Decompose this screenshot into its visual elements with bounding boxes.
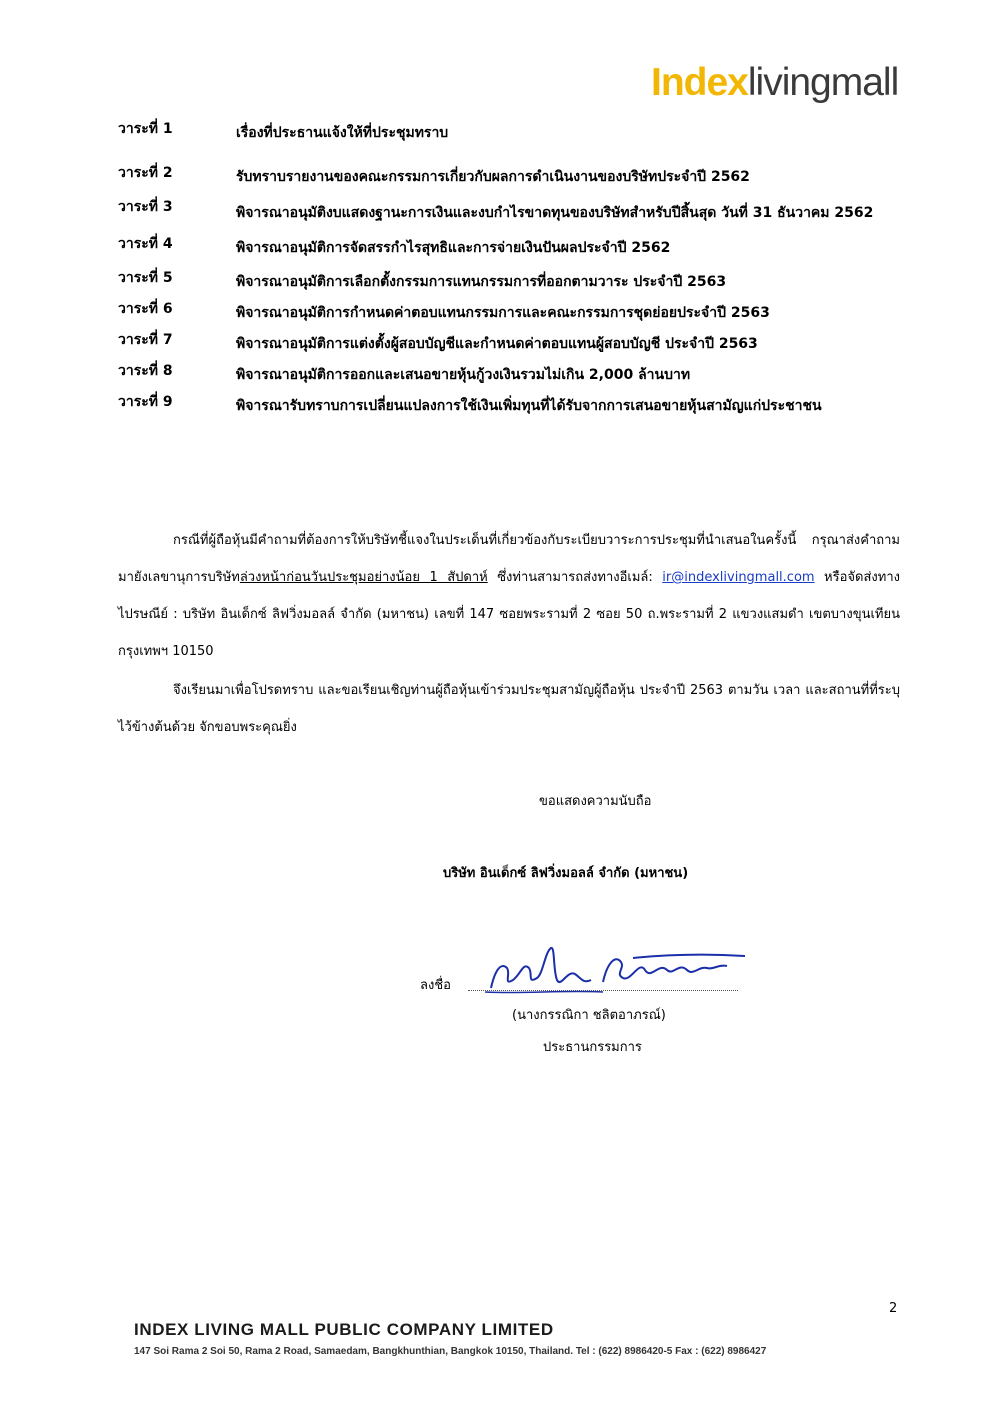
- agenda-number: วาระที่ 8: [118, 363, 173, 379]
- signature-image: [483, 940, 753, 1000]
- agenda-text: พิจารณาอนุมัติการออกและเสนอขายหุ้นกู้วงเงินรวมไม่เกิน 2,000 ล้านบาท: [236, 367, 691, 383]
- agenda-item-3: [118, 196, 908, 230]
- agenda-text: พิจารณาอนุมัติการเลือกตั้งกรรมการแทนกรรมการที่ออกตามวาระ ประจำปี 2563: [236, 274, 727, 290]
- question-text: กรณีที่ผู้ถือหุ้นมีคำถามที่ต้องการให้บริษัทชี้แจงในประเด็นที่เกี่ยวข้องกับระเบียบวาระการประชุมที่นำเสนอในครั้งนี้ กรุณาส่งคำถามมายังเลขานุการบริษัท: [118, 533, 900, 585]
- agenda-item-5: [118, 267, 908, 298]
- agenda-item-1: [118, 118, 908, 149]
- agenda-number: วาระที่ 6: [118, 301, 173, 317]
- invitation-text: จึงเรียนมาเพื่อโปรดทราบ และขอเรียนเชิญท่านผู้ถือหุ้นเข้าร่วมประชุมสามัญผู้ถือหุ้น ประจำปี 2563 ตามวัน เวลา และสถานที่ที่ระบุไว้ข้างต้นด้วย จักขอบพระคุณยิ่ง: [118, 683, 900, 735]
- agenda-item-4: [118, 233, 908, 264]
- email-intro: ซึ่งท่านสามารถส่งทางอีเมล์:: [487, 570, 663, 585]
- closing-text: ขอแสดงความนับถือ: [539, 794, 652, 809]
- email-link[interactable]: ir@indexlivingmall.com: [662, 570, 815, 585]
- agenda-text: พิจารณาอนุมัติการจัดสรรกำไรสุทธิและการจ่ายเงินปันผลประจำปี 2562: [236, 240, 671, 256]
- postal-address: หรือจัดส่งทางไปรษณีย์ : บริษัท อินเด็กซ์ ลิฟวิ่งมอลล์ จำกัด (มหาชน) เลขที่ 147 ซอยพระรามที่ 2 ซอย 50 ถ.พระรามที่ 2 แขวงแสมดำ เขตบางขุนเทียน กรุงเทพฯ 10150: [118, 570, 900, 659]
- signer-name: (นางกรรณิกา ชลิตอาภรณ์): [512, 1008, 666, 1023]
- agenda-item-7: [118, 329, 908, 360]
- agenda-text: รับทราบรายงานของคณะกรรมการเกี่ยวกับผลการดำเนินงานของบริษัทประจำปี 2562: [236, 169, 750, 185]
- company-logo: [651, 60, 921, 106]
- agenda-item-6: [118, 298, 908, 329]
- agenda-number: วาระที่ 3: [118, 199, 173, 215]
- footer-address: 147 Soi Rama 2 Soi 50, Rama 2 Road, Samaedam, Bangkhunthian, Bangkok 10150, Thailand. Tel : (622) 8986420-5 Fax : (622) 8986427: [134, 1346, 767, 1357]
- agenda-number: วาระที่ 4: [118, 236, 173, 252]
- agenda-number: วาระที่ 2: [118, 165, 173, 181]
- agenda-text: พิจารณาอนุมัติงบแสดงฐานะการเงินและงบกำไรขาดทุนของบริษัทสำหรับปีสิ้นสุด วันที่ 31 ธันวาคม 2562: [236, 205, 874, 221]
- agenda-list: [118, 118, 908, 422]
- page-number: 2: [889, 1301, 898, 1316]
- agenda-number: วาระที่ 7: [118, 332, 173, 348]
- agenda-text: พิจารณาอนุมัติการแต่งตั้งผู้สอบบัญชีและกำหนดค่าตอบแทนผู้สอบบัญชี ประจำปี 2563: [236, 336, 758, 352]
- agenda-number: วาระที่ 1: [118, 121, 173, 137]
- company-name-thai: บริษัท อินเด็กซ์ ลิฟวิ่งมอลล์ จำกัด (มหาชน): [443, 866, 689, 881]
- logo-text-index: Index: [651, 61, 748, 104]
- signer-title: ประธานกรรมการ: [543, 1040, 642, 1055]
- sign-label: ลงชื่อ: [420, 978, 451, 993]
- agenda-item-8: [118, 360, 908, 391]
- logo-text-livingmall: livingmall: [747, 61, 899, 104]
- agenda-item-9: [118, 391, 908, 422]
- agenda-number: วาระที่ 5: [118, 270, 173, 286]
- deadline-notice: ล่วงหน้าก่อนวันประชุมอย่างน้อย 1 สัปดาห์: [239, 570, 488, 585]
- agenda-text: เรื่องที่ประธานแจ้งให้ที่ประชุมทราบ: [236, 125, 449, 141]
- agenda-item-2: [118, 162, 908, 193]
- invitation-paragraph: [118, 672, 900, 746]
- agenda-text: พิจารณาอนุมัติการกำหนดค่าตอบแทนกรรมการและคณะกรรมการชุดย่อยประจำปี 2563: [236, 305, 770, 321]
- question-paragraph: [118, 522, 900, 670]
- agenda-text: พิจารณารับทราบการเปลี่ยนแปลงการใช้เงินเพิ่มทุนที่ได้รับจากการเสนอขายหุ้นสามัญแก่ประชาชน: [236, 398, 822, 414]
- agenda-number: วาระที่ 9: [118, 394, 173, 410]
- footer-company-name: INDEX LIVING MALL PUBLIC COMPANY LIMITED: [134, 1320, 554, 1339]
